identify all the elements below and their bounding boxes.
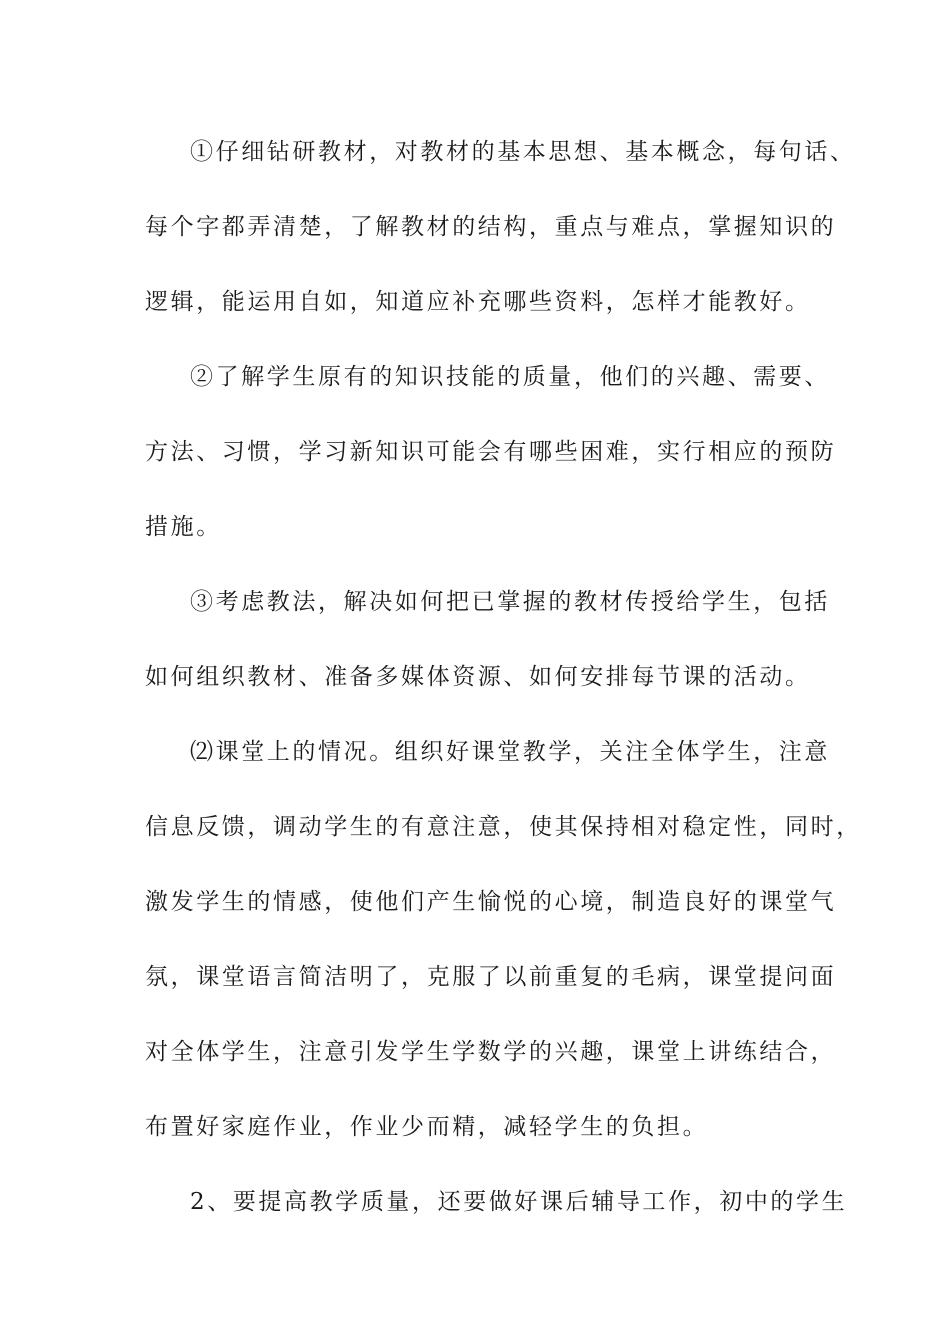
paragraph-4-line-5: 对全体学生，注意引发学生学数学的兴趣，课堂上讲练结合， [145, 1039, 837, 1065]
paragraph-5-line-1: 2、要提高教学质量，还要做好课后辅导工作，初中的学生 [190, 1189, 848, 1215]
paragraph-4-line-4: 氛，课堂语言简洁明了，克服了以前重复的毛病，课堂提问面 [145, 964, 837, 990]
paragraph-2-line-2: 方法、习惯，学习新知识可能会有哪些困难，实行相应的预防 [145, 439, 837, 465]
paragraph-3-line-1: ③考虑教法，解决如何把已掌握的教材传授给学生，包括 [190, 589, 830, 615]
paragraph-1-line-2: 每个字都弄清楚，了解教材的结构，重点与难点，掌握知识的 [145, 214, 837, 240]
paragraph-1-line-1: ①仔细钻研教材，对教材的基本思想、基本概念，每句话、 [190, 139, 856, 165]
paragraph-2-line-1: ②了解学生原有的知识技能的质量，他们的兴趣、需要、 [190, 364, 830, 390]
paragraph-2-line-3: 措施。 [145, 514, 222, 540]
paragraph-4-line-3: 激发学生的情感，使他们产生愉悦的心境，制造良好的课堂气 [145, 889, 837, 915]
paragraph-3-line-2: 如何组织教材、准备多媒体资源、如何安排每节课的活动。 [145, 664, 811, 690]
paragraph-4-line-1: ⑵课堂上的情况。组织好课堂教学，关注全体学生，注意 [190, 739, 830, 765]
paragraph-4-line-2: 信息反馈，调动学生的有意注意，使其保持相对稳定性，同时， [145, 814, 862, 840]
paragraph-4-line-6: 布置好家庭作业，作业少而精，减轻学生的负担。 [145, 1114, 709, 1140]
paragraph-1-line-3: 逻辑，能运用自如，知道应补充哪些资料，怎样才能教好。 [145, 289, 811, 315]
